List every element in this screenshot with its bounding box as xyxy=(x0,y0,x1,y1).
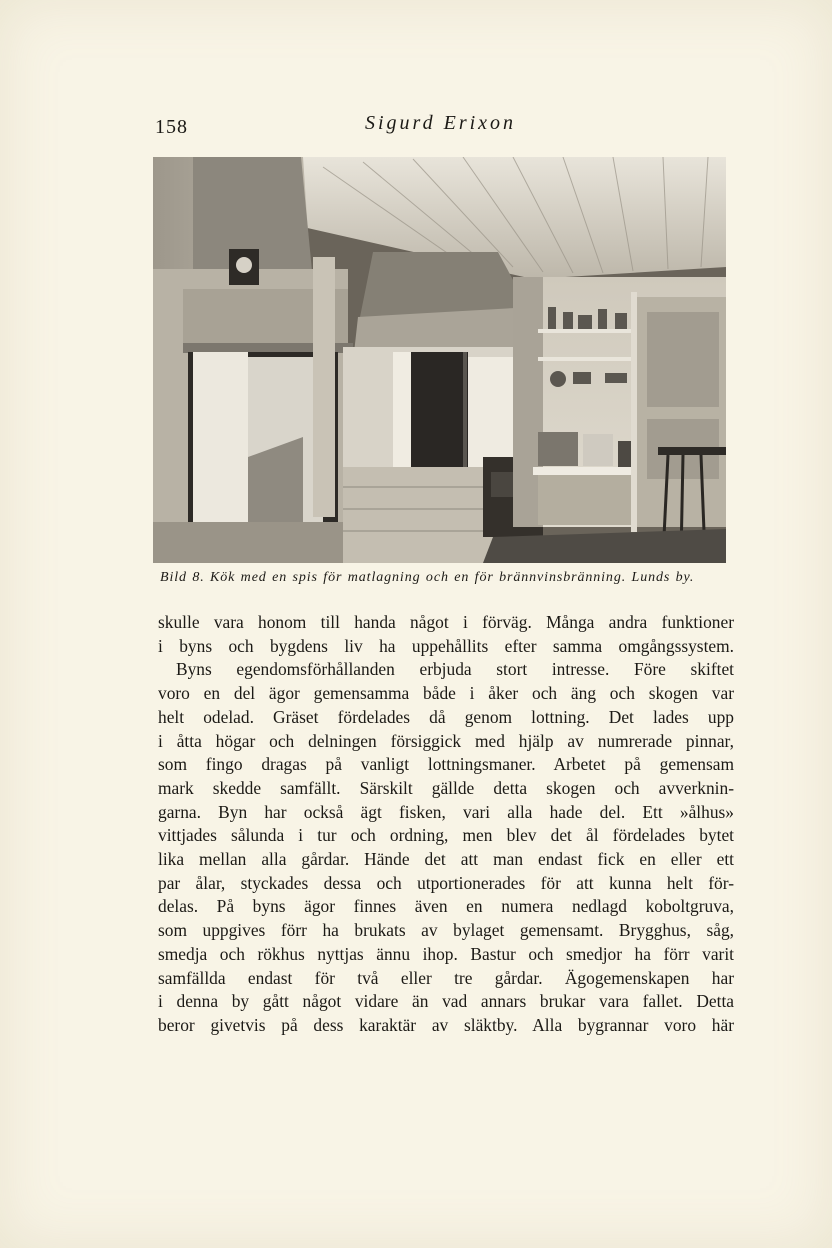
text-line: beror givetvis på dess karaktär av släktby. Alla bygrannar voro här xyxy=(158,1014,734,1035)
text-line: voro en del ägor gemensamma både i åker och äng och skogen var xyxy=(158,683,734,704)
text-line: i byns och bygdens liv ha uppehållits efter samma omgångssystem. xyxy=(158,635,734,656)
body-text xyxy=(158,611,734,1038)
text-line: som fingo dragas på vanligt lottningsmaner. Arbetet på gemensam xyxy=(158,754,734,775)
running-head: Sigurd Erixon xyxy=(365,112,517,134)
text-line: skulle vara honom till handa något i förväg. Många andra funktioner xyxy=(158,612,734,632)
figure-caption: Bild 8. Kök med en spis för matlagning och en för brännvinsbränning. Lunds by. xyxy=(160,570,695,585)
text-line: Byns egendomsförhållanden erbjuda stort intresse. Före skiftet xyxy=(176,659,734,680)
kitchen-photo xyxy=(153,157,726,563)
text-line: mark skedde samfällt. Särskilt gällde detta skogen och avverknin- xyxy=(158,777,734,798)
text-line: smedja och rökhus nyttjas ännu ihop. Bastur och smedjor ha förr varit xyxy=(158,943,734,964)
text-line: par ålar, styckades dessa och utportionerades för att kunna helt för- xyxy=(158,872,734,893)
text-line: i denna by gått något vidare än vad annars brukar vara fallet. Detta xyxy=(158,991,734,1012)
page-number: 158 xyxy=(155,116,188,138)
text-line: i åtta högar och delningen försiggick med hjälp av numrerade pinnar, xyxy=(158,730,734,751)
text-line: som uppgives förr ha brukats av bylaget gemensamt. Brygghus, såg, xyxy=(158,920,734,941)
text-line: garna. Byn har också ägt fisken, vari alla hade del. Ett »ålhus» xyxy=(158,801,734,822)
text-line: delas. På byns ägor finnes även en numera nedlagd koboltgruva, xyxy=(158,896,734,917)
text-line: helt odelad. Gräset fördelades då genom lottning. Det lades upp xyxy=(158,706,734,727)
text-line: samfällda endast för två eller tre gårdar. Ägogemenskapen har xyxy=(158,967,734,988)
page-header xyxy=(155,112,725,138)
text-line: lika mellan alla gårdar. Hände det att man endast fick en eller ett xyxy=(158,849,734,870)
text-line: vittjades sålunda i tur och ordning, men blev det ål fördelades bytet xyxy=(158,825,734,846)
